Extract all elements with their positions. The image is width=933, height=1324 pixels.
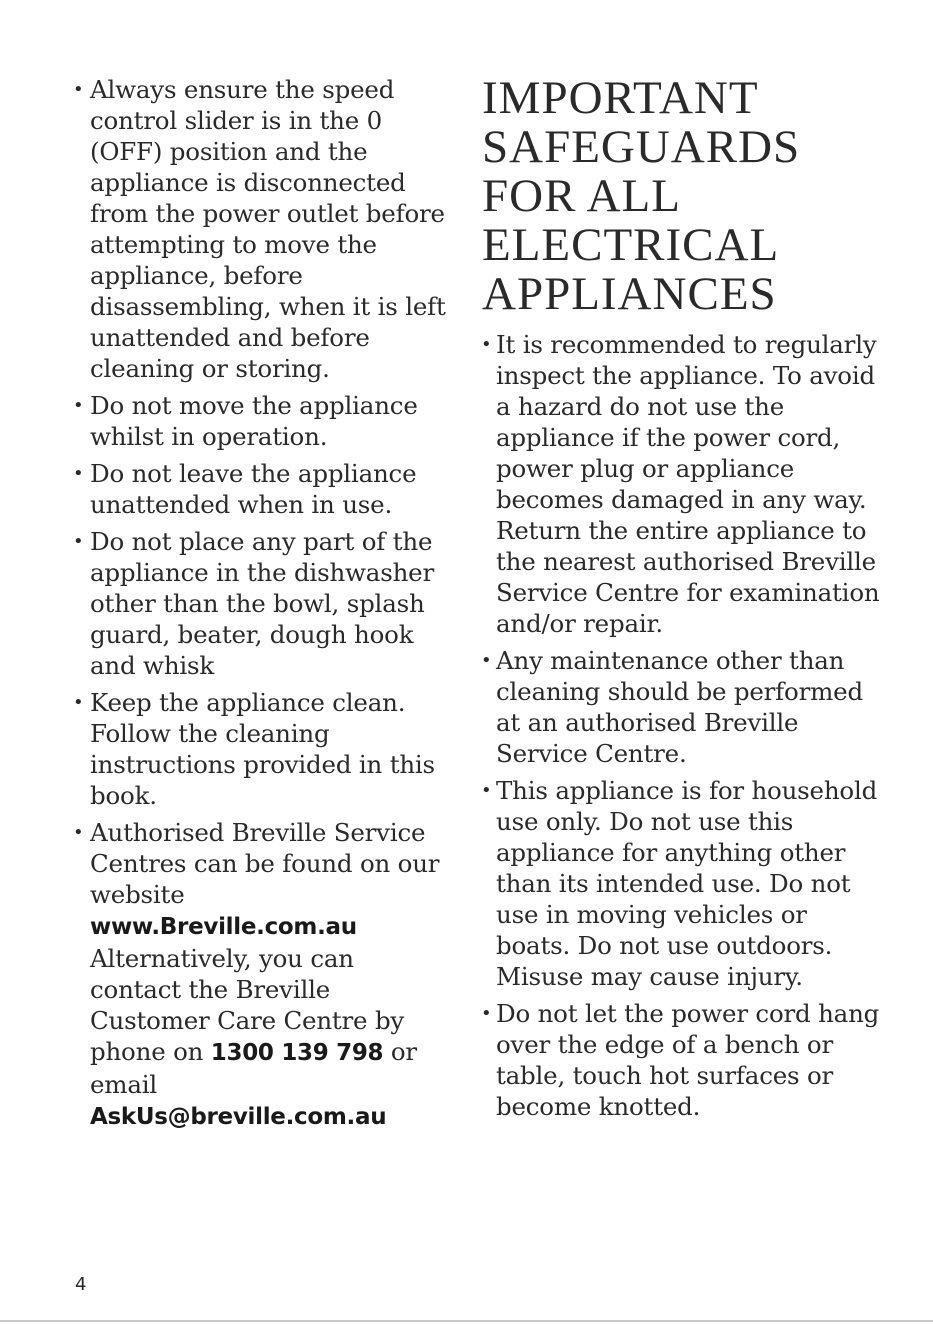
list-item: • Do not leave the appliance unattended when in use.: [70, 458, 450, 520]
list-item: • Do not move the appliance whilst in operation.: [70, 390, 450, 452]
contact-text: or email: [90, 1037, 417, 1099]
safety-list-left: [70, 74, 450, 1133]
website-link[interactable]: www.Breville.com.au: [90, 914, 357, 940]
contact-text: Alternatively, you can contact the Breville Customer Care Centre by phone on: [90, 944, 405, 1066]
heading-line: ELECTRICAL: [482, 219, 780, 271]
heading-line: SAFEGUARDS: [482, 121, 801, 173]
heading-line: FOR ALL: [482, 170, 681, 222]
safety-list-right: [478, 329, 888, 1122]
email-link[interactable]: AskUs@breville.com.au: [90, 1104, 387, 1130]
list-item: • Any maintenance other than cleaning should be performed at an authorised Breville Service Centre.: [478, 645, 888, 769]
list-item: • Keep the appliance clean. Follow the cleaning instructions provided in this book.: [70, 687, 450, 811]
list-item: • Do not let the power cord hang over the edge of a bench or table, touch hot surfaces or become knotted.: [478, 998, 888, 1122]
contact-text: Authorised Breville Service Centres can be found on our website: [90, 818, 440, 909]
list-item: • Always ensure the speed control slider is in the 0 (OFF) position and the appliance is disconnected from the power outlet before attempting to move the appliance, before disassembling, when it is left unattended and before cleaning or storing.: [70, 74, 450, 384]
page-number: 4: [75, 1274, 87, 1295]
phone-number: 1300 139 798: [210, 1040, 384, 1066]
list-item: • Do not place any part of the appliance in the dishwasher other than the bowl, splash guard, beater, dough hook and whisk: [70, 526, 450, 681]
list-item: • This appliance is for household use only. Do not use this appliance for anything other than its intended use. Do not use in moving vehicles or boats. Do not use outdoors. Misuse may cause injury.: [478, 775, 888, 992]
contact-list-item: [70, 817, 450, 1133]
heading-line: APPLIANCES: [482, 268, 777, 320]
bottom-divider: [0, 1320, 933, 1322]
heading-line: IMPORTANT: [482, 72, 759, 124]
section-heading: [478, 74, 888, 319]
right-column: [478, 74, 888, 1128]
left-column: [70, 74, 450, 1139]
list-item: • It is recommended to regularly inspect the appliance. To avoid a hazard do not use the appliance if the power cord, power plug or appliance becomes damaged in any way. Return the entire appliance to the nearest authorised Breville Service Centre for examination and/or repair.: [478, 329, 888, 639]
